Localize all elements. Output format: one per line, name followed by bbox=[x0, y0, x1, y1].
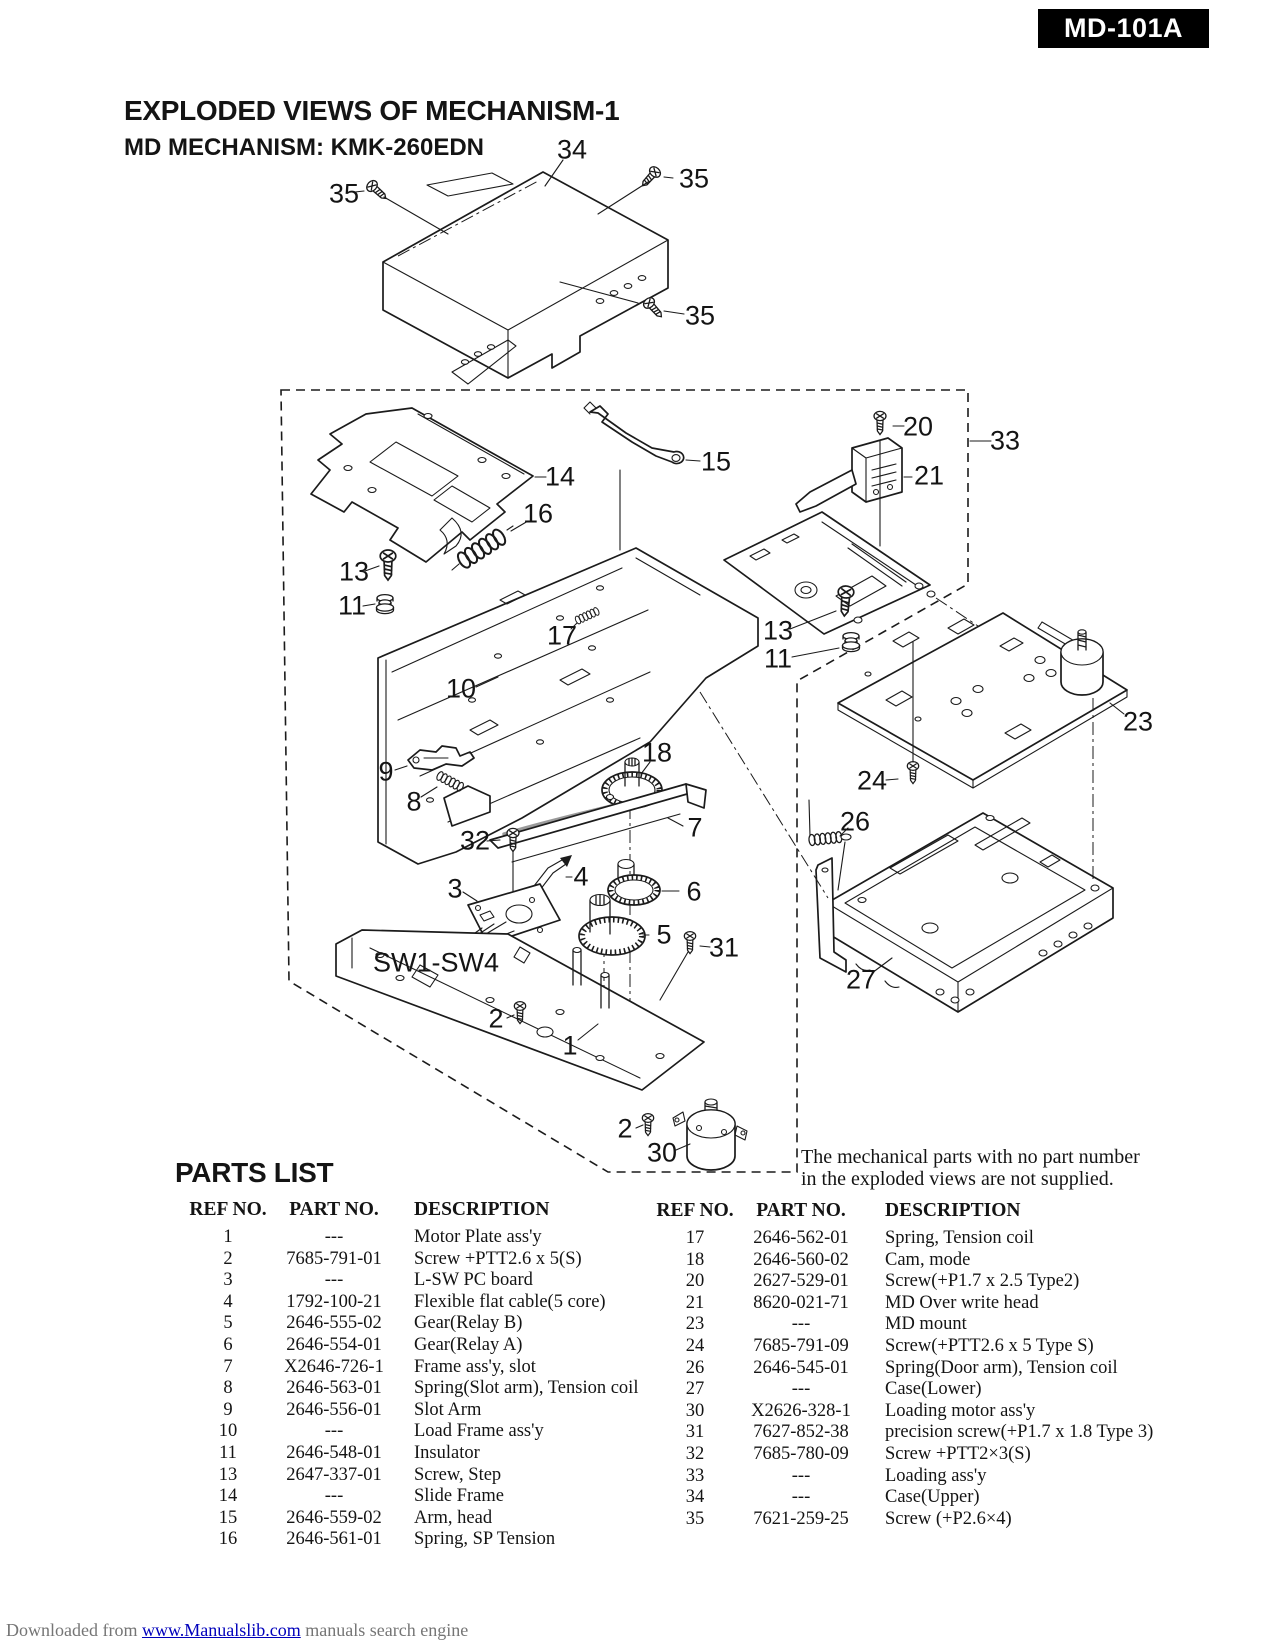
description: Screw (+P2.6×4) bbox=[885, 1508, 1012, 1529]
col-description: DESCRIPTION bbox=[885, 1200, 1021, 1221]
part-no: --- bbox=[791, 1487, 811, 1508]
parts-row-17 bbox=[645, 1228, 1217, 1250]
parts-row-3 bbox=[180, 1270, 692, 1292]
callout-11: 11 bbox=[763, 643, 793, 674]
part-no: --- bbox=[324, 1227, 344, 1247]
parts-row-16 bbox=[180, 1529, 692, 1551]
parts-row-27 bbox=[645, 1379, 1217, 1401]
parts-row-32 bbox=[645, 1444, 1217, 1466]
callout-sw1-sw4: SW1-SW4 bbox=[372, 947, 500, 978]
parts-table-right bbox=[645, 1200, 1217, 1530]
ref-no: 8 bbox=[223, 1378, 233, 1399]
parts-row-14 bbox=[180, 1486, 692, 1508]
parts-row-15 bbox=[180, 1508, 692, 1530]
callout-17: 17 bbox=[546, 620, 578, 651]
parts-row-13 bbox=[180, 1465, 692, 1487]
callout-27: 27 bbox=[845, 964, 877, 995]
description: Flexible flat cable(5 core) bbox=[414, 1291, 606, 1312]
note-line-1: The mechanical parts with no part number bbox=[801, 1146, 1140, 1168]
callout-35: 35 bbox=[684, 300, 716, 331]
parts-row-9 bbox=[180, 1400, 692, 1422]
manualslib-link[interactable]: www.Manualslib.com bbox=[141, 1620, 301, 1640]
part-no: 7685-791-01 bbox=[286, 1248, 382, 1269]
callout-6: 6 bbox=[686, 876, 702, 907]
ref-no: 16 bbox=[218, 1529, 238, 1550]
part-no: 2646-561-01 bbox=[286, 1529, 382, 1550]
ref-no: 17 bbox=[685, 1228, 705, 1248]
part-no: 2646-554-01 bbox=[286, 1334, 382, 1355]
callout-15: 15 bbox=[700, 446, 732, 477]
ref-no: 2 bbox=[223, 1248, 233, 1269]
parts-table-left-body bbox=[180, 1227, 692, 1551]
ref-no: 1 bbox=[223, 1227, 233, 1247]
part-no: --- bbox=[324, 1270, 344, 1291]
description: Arm, head bbox=[414, 1507, 493, 1528]
callout-20: 20 bbox=[902, 411, 934, 442]
description: L-SW PC board bbox=[414, 1270, 533, 1291]
parts-row-33 bbox=[645, 1466, 1217, 1488]
callout-10: 10 bbox=[445, 673, 477, 704]
parts-row-2 bbox=[180, 1249, 692, 1271]
part-no: 2646-556-01 bbox=[286, 1399, 382, 1420]
part-no: 2646-548-01 bbox=[286, 1442, 382, 1463]
col-ref-no: REF NO. bbox=[656, 1200, 734, 1221]
description: Gear(Relay B) bbox=[414, 1313, 523, 1334]
parts-row-1 bbox=[180, 1227, 692, 1249]
ref-no: 13 bbox=[218, 1464, 238, 1485]
callout-9: 9 bbox=[378, 756, 394, 787]
description: Cam, mode bbox=[885, 1249, 971, 1270]
description: Screw +PTT2.6 x 5(S) bbox=[414, 1248, 582, 1269]
ref-no: 26 bbox=[685, 1357, 705, 1378]
callout-32: 32 bbox=[459, 825, 491, 856]
callout-2: 2 bbox=[488, 1003, 504, 1034]
description: Case(Lower) bbox=[885, 1379, 982, 1400]
callout-13: 13 bbox=[762, 615, 794, 646]
ref-no: 10 bbox=[218, 1421, 238, 1442]
md-overwrite-head-21 bbox=[796, 438, 912, 512]
ref-no: 15 bbox=[218, 1507, 238, 1528]
part-no: 2646-545-01 bbox=[753, 1357, 849, 1378]
description: Screw(+PTT2.6 x 5 Type S) bbox=[885, 1335, 1094, 1356]
parts-table-left-header bbox=[180, 1199, 692, 1221]
ref-no: 9 bbox=[223, 1399, 233, 1420]
note-line-2: in the exploded views are not supplied. bbox=[801, 1168, 1114, 1190]
parts-row-31 bbox=[645, 1422, 1217, 1444]
parts-row-24 bbox=[645, 1336, 1217, 1358]
parts-row-34 bbox=[645, 1487, 1217, 1509]
callout-26: 26 bbox=[839, 806, 871, 837]
col-ref-no: REF NO. bbox=[189, 1199, 267, 1220]
part-no: 2646-562-01 bbox=[753, 1228, 849, 1248]
callout-34: 34 bbox=[556, 134, 588, 165]
parts-row-10 bbox=[180, 1421, 692, 1443]
parts-row-23 bbox=[645, 1314, 1217, 1336]
md-mount-pcb-23 bbox=[838, 613, 1127, 788]
ref-no: 35 bbox=[685, 1508, 705, 1529]
mechanism-subtitle: MD MECHANISM: KMK-260EDN bbox=[124, 134, 485, 161]
description: Loading ass'y bbox=[885, 1465, 987, 1486]
callout-33: 33 bbox=[989, 425, 1021, 456]
footer-suffix: manuals search engine bbox=[305, 1620, 469, 1640]
callout-30: 30 bbox=[646, 1137, 678, 1168]
parts-row-8 bbox=[180, 1378, 692, 1400]
parts-row-20 bbox=[645, 1271, 1217, 1293]
col-description: DESCRIPTION bbox=[414, 1199, 550, 1220]
description: Spring, SP Tension bbox=[414, 1529, 556, 1550]
parts-row-7 bbox=[180, 1357, 692, 1379]
part-no: 7621-259-25 bbox=[753, 1508, 849, 1529]
parts-list-heading: PARTS LIST bbox=[175, 1157, 334, 1188]
parts-row-5 bbox=[180, 1313, 692, 1335]
callout-16: 16 bbox=[522, 498, 554, 529]
parts-table-right-header bbox=[645, 1200, 1217, 1222]
description: Spring(Door arm), Tension coil bbox=[885, 1357, 1118, 1378]
callout-35: 35 bbox=[328, 178, 360, 209]
slide-frame-14 bbox=[311, 408, 546, 562]
ref-no: 33 bbox=[685, 1465, 705, 1486]
part-no: 2646-560-02 bbox=[753, 1249, 849, 1270]
supply-note bbox=[801, 1146, 1140, 1190]
part-no: --- bbox=[791, 1379, 811, 1400]
ref-no: 23 bbox=[685, 1314, 705, 1335]
loading-motor-30 bbox=[673, 1099, 747, 1170]
ref-no: 32 bbox=[685, 1443, 705, 1464]
description: Screw(+P1.7 x 2.5 Type2) bbox=[885, 1271, 1080, 1292]
description: MD Over write head bbox=[885, 1292, 1039, 1313]
callout-18: 18 bbox=[641, 737, 673, 768]
parts-row-4 bbox=[180, 1292, 692, 1314]
callout-4: 4 bbox=[573, 861, 589, 892]
description: Screw +PTT2×3(S) bbox=[885, 1443, 1031, 1464]
ref-no: 6 bbox=[223, 1334, 233, 1355]
part-no: 7685-780-09 bbox=[753, 1443, 849, 1464]
callout-21: 21 bbox=[913, 460, 945, 491]
part-no: X2626-328-1 bbox=[751, 1400, 851, 1421]
ref-no: 34 bbox=[685, 1487, 705, 1508]
part-no: X2646-726-1 bbox=[284, 1356, 384, 1377]
part-no: 2646-559-02 bbox=[286, 1507, 382, 1528]
ref-no: 5 bbox=[223, 1313, 233, 1334]
description: Slide Frame bbox=[414, 1486, 504, 1507]
part-no: 1792-100-21 bbox=[286, 1291, 382, 1312]
part-no: --- bbox=[324, 1421, 344, 1442]
part-no: 7627-852-38 bbox=[753, 1422, 849, 1443]
part-no: 2646-563-01 bbox=[286, 1378, 382, 1399]
parts-row-26 bbox=[645, 1358, 1217, 1380]
ref-no: 11 bbox=[219, 1442, 237, 1463]
insulator-11-left bbox=[363, 595, 394, 614]
part-no: 2627-529-01 bbox=[753, 1271, 849, 1292]
description: Slot Arm bbox=[414, 1399, 482, 1420]
part-no: 2646-555-02 bbox=[286, 1313, 382, 1334]
callout-8: 8 bbox=[406, 786, 422, 817]
description: Loading motor ass'y bbox=[885, 1400, 1036, 1421]
description: MD mount bbox=[885, 1314, 967, 1335]
description: Spring, Tension coil bbox=[885, 1228, 1034, 1248]
parts-row-35 bbox=[645, 1509, 1217, 1531]
description: precision screw(+P1.7 x 1.8 Type 3) bbox=[885, 1422, 1154, 1443]
callout-7: 7 bbox=[687, 812, 703, 843]
col-part-no: PART NO. bbox=[756, 1200, 846, 1221]
callout-31: 31 bbox=[708, 932, 740, 963]
callout-23: 23 bbox=[1122, 706, 1154, 737]
ref-no: 20 bbox=[685, 1271, 705, 1292]
parts-table-left bbox=[180, 1199, 692, 1551]
parts-row-21 bbox=[645, 1293, 1217, 1315]
ref-no: 18 bbox=[685, 1249, 705, 1270]
part-no: --- bbox=[324, 1486, 344, 1507]
head-arm-15 bbox=[584, 402, 700, 550]
description: Screw, Step bbox=[414, 1464, 502, 1485]
footer-prefix: Downloaded from bbox=[6, 1620, 138, 1640]
callout-24: 24 bbox=[856, 765, 888, 796]
ref-no: 21 bbox=[685, 1292, 705, 1313]
description: Load Frame ass'y bbox=[414, 1421, 544, 1442]
relay-gear-a-6 bbox=[608, 860, 679, 906]
upper-case-34 bbox=[355, 160, 684, 384]
ref-no: 3 bbox=[223, 1270, 233, 1291]
ref-no: 4 bbox=[223, 1291, 233, 1312]
callout-14: 14 bbox=[544, 461, 576, 492]
parts-row-18 bbox=[645, 1250, 1217, 1272]
footer bbox=[6, 1620, 468, 1641]
ref-no: 14 bbox=[218, 1486, 238, 1507]
callout-13: 13 bbox=[338, 556, 370, 587]
parts-row-30 bbox=[645, 1401, 1217, 1423]
description: Gear(Relay A) bbox=[414, 1334, 523, 1355]
ref-no: 24 bbox=[685, 1335, 705, 1356]
part-no: 8620-021-71 bbox=[753, 1292, 849, 1313]
callout-35: 35 bbox=[678, 163, 710, 194]
description: Case(Upper) bbox=[885, 1487, 980, 1508]
description: Frame ass'y, slot bbox=[414, 1356, 536, 1377]
part-no: 7685-791-09 bbox=[753, 1335, 849, 1356]
callout-5: 5 bbox=[656, 919, 672, 950]
insulator-11-right bbox=[792, 633, 860, 657]
description: Spring(Slot arm), Tension coil bbox=[414, 1378, 639, 1399]
part-no: --- bbox=[791, 1465, 811, 1486]
ref-no: 27 bbox=[685, 1379, 705, 1400]
callout-3: 3 bbox=[447, 873, 463, 904]
model-label: MD-101A bbox=[1063, 13, 1184, 43]
step-screw-13-left bbox=[365, 550, 396, 580]
callout-1: 1 bbox=[562, 1030, 578, 1061]
description: Motor Plate ass'y bbox=[414, 1227, 542, 1247]
page-title: EXPLODED VIEWS OF MECHANISM-1 bbox=[124, 95, 620, 126]
description: Insulator bbox=[414, 1442, 480, 1463]
parts-row-11 bbox=[180, 1443, 692, 1465]
part-no: --- bbox=[791, 1314, 811, 1335]
ref-no: 31 bbox=[685, 1422, 705, 1443]
part-no: 2647-337-01 bbox=[286, 1464, 382, 1485]
parts-table-right-body bbox=[645, 1228, 1217, 1530]
parts-row-6 bbox=[180, 1335, 692, 1357]
col-part-no: PART NO. bbox=[289, 1199, 379, 1220]
callout-11: 11 bbox=[337, 590, 367, 621]
callout-2: 2 bbox=[617, 1113, 633, 1144]
screw-2-lower bbox=[636, 1114, 654, 1136]
ref-no: 30 bbox=[685, 1400, 705, 1421]
ref-no: 7 bbox=[223, 1356, 233, 1377]
